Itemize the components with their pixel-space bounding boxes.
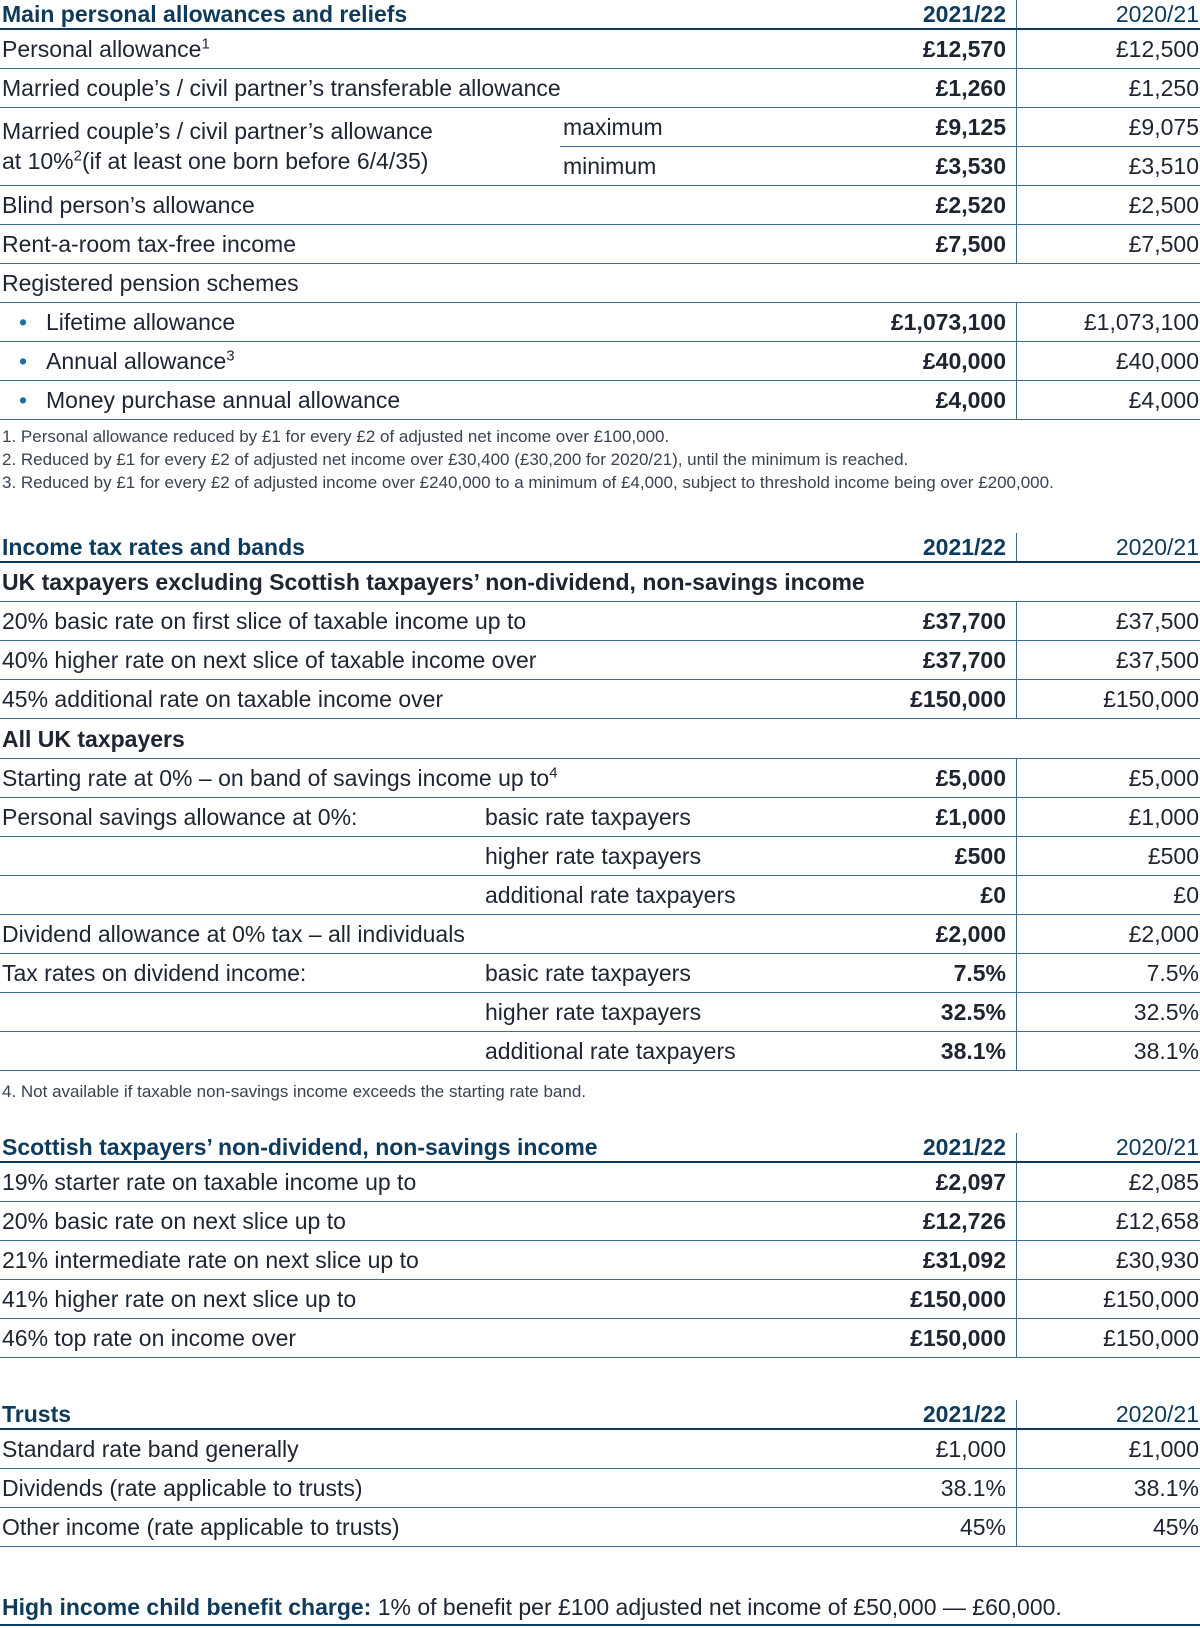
scottish-row [0, 1319, 1200, 1358]
row-label: Standard rate band generally [2, 1436, 299, 1462]
uk-excluding-scottish-heading: UK taxpayers excluding Scottish taxpayers’ non-dividend, non-savings income [2, 569, 865, 595]
year-current-heading: 2021/22 [922, 534, 1006, 560]
trusts-title: Trusts [2, 1401, 72, 1427]
table-row-psa-basic [0, 798, 1200, 837]
value-2020: 38.1% [1133, 1475, 1199, 1501]
value-2020: £0 [1173, 882, 1199, 908]
all-uk-taxpayers-heading: All UK taxpayers [2, 726, 185, 752]
value-2020: £37,500 [1115, 647, 1199, 673]
footnote-2: 2. Reduced by £1 for every £2 of adjusted net income over £30,400 (£30,200 for 2020/21), until the minimum is reached. [2, 450, 909, 469]
year-current-heading: 2021/22 [922, 1401, 1006, 1427]
sub-label: higher rate taxpayers [485, 999, 702, 1025]
scottish-row [0, 1280, 1200, 1319]
value-2021: £4,000 [935, 387, 1006, 413]
table-row-married-minimum [0, 147, 1200, 186]
row-label: Blind person’s allowance [2, 192, 255, 218]
row-label: Registered pension schemes [2, 270, 299, 296]
year-current-heading: 2021/22 [922, 1, 1006, 27]
scottish-row [0, 1202, 1200, 1241]
value-2020: £1,073,100 [1083, 309, 1199, 335]
income-tax-header [0, 533, 1200, 563]
value-2021: £1,000 [935, 1436, 1006, 1462]
row-label: Rent-a-room tax-free income [2, 231, 296, 257]
value-2020: £2,085 [1128, 1169, 1199, 1195]
value-2020: £5,000 [1128, 765, 1199, 791]
sub-label: minimum [563, 153, 657, 179]
row-label: Other income (rate applicable to trusts) [2, 1514, 400, 1540]
value-2021: £7,500 [935, 231, 1006, 257]
value-2021: £12,570 [922, 36, 1006, 62]
value-2021: £3,530 [935, 153, 1006, 179]
value-2021: £150,000 [910, 1286, 1006, 1312]
value-2021: £31,092 [922, 1247, 1006, 1273]
table-row-psa-additional [0, 876, 1200, 915]
value-2021: £2,097 [935, 1169, 1006, 1195]
table-row-lifetime-allowance [0, 303, 1200, 342]
value-2020: £150,000 [1103, 686, 1199, 712]
child-benefit-text: 1% of benefit per £100 adjusted net income of £50,000 — £60,000. [371, 1594, 1062, 1620]
year-previous-heading: 2020/21 [1115, 534, 1199, 560]
value-2021: 45% [959, 1514, 1006, 1540]
table-row-married-transferable [0, 69, 1200, 108]
value-2021: £0 [980, 882, 1006, 908]
table-row-dividend-additional [0, 1032, 1200, 1071]
table-row-annual-allowance [0, 342, 1200, 381]
value-2020: £9,075 [1128, 114, 1199, 140]
value-2021: £500 [954, 843, 1006, 869]
value-2020: £40,000 [1115, 348, 1199, 374]
row-label: 41% higher rate on next slice up to [2, 1286, 357, 1312]
value-2020: £37,500 [1115, 608, 1199, 634]
value-2020: £1,000 [1128, 804, 1199, 830]
table-row-dividend-allowance [0, 915, 1200, 954]
value-2020: 38.1% [1133, 1038, 1199, 1064]
footnote-ref: 3 [226, 347, 235, 365]
value-2021: £2,520 [935, 192, 1006, 218]
table-row-starting-rate [0, 759, 1200, 798]
married-allowance-label: Married couple’s / civil partner’s allowance at 10%$^2$(if at least one born before 6/4/35) [2, 118, 433, 174]
value-2020: £3,510 [1128, 153, 1199, 179]
value-2021: £12,726 [922, 1208, 1006, 1234]
table-row-blind-person [0, 186, 1200, 225]
value-2021: £150,000 [910, 1325, 1006, 1351]
scottish-row [0, 1163, 1200, 1202]
row-label: 46% top rate on income over [2, 1325, 297, 1351]
table-row-rent-a-room [0, 225, 1200, 264]
value-2020: £2,000 [1128, 921, 1199, 947]
income-tax-title: Income tax rates and bands [2, 534, 305, 560]
value-2020: £12,500 [1115, 36, 1199, 62]
row-label: Lifetime allowance [46, 309, 236, 335]
scottish-row [0, 1241, 1200, 1280]
row-label: Dividends (rate applicable to trusts) [2, 1475, 363, 1501]
value-2021: £1,260 [935, 75, 1006, 101]
row-label: 20% basic rate on first slice of taxable income up to [2, 608, 527, 634]
sub-label: additional rate taxpayers [485, 882, 736, 908]
value-2020: £150,000 [1103, 1325, 1199, 1351]
year-previous-heading: 2020/21 [1115, 1, 1199, 27]
value-2021: £2,000 [935, 921, 1006, 947]
row-label: Personal savings allowance at 0%: [2, 804, 358, 830]
value-2020: £12,658 [1115, 1208, 1199, 1234]
value-2021: £9,125 [935, 114, 1006, 140]
row-label: 40% higher rate on next slice of taxable income over [2, 647, 537, 673]
sub-label: additional rate taxpayers [485, 1038, 736, 1064]
value-2020: £1,000 [1128, 1436, 1199, 1462]
value-2021: 38.1% [940, 1475, 1006, 1501]
table-row-married-maximum [0, 108, 1200, 147]
row-label: 21% intermediate rate on next slice up to [2, 1247, 419, 1273]
row-label: Money purchase annual allowance [46, 387, 401, 413]
value-2021: £37,700 [922, 647, 1006, 673]
trusts-row [0, 1469, 1200, 1508]
trusts-row [0, 1430, 1200, 1469]
row-label: Married couple’s / civil partner’s transferable allowance [2, 75, 561, 101]
year-previous-heading: 2020/21 [1115, 1134, 1199, 1160]
value-2020: 45% [1152, 1514, 1199, 1540]
value-2020: £1,250 [1128, 75, 1199, 101]
trusts-header [0, 1400, 1200, 1430]
row-label: Personal allowance [2, 36, 202, 62]
allowances-header [0, 0, 1200, 30]
value-2020: 7.5% [1146, 960, 1199, 986]
table-row-additional-rate [0, 680, 1200, 719]
footnote-4: 4. Not available if taxable non-savings income exceeds the starting rate band. [2, 1082, 587, 1101]
value-2020: 32.5% [1133, 999, 1199, 1025]
row-label: 19% starter rate on taxable income up to [2, 1169, 417, 1195]
row-label: 45% additional rate on taxable income over [2, 686, 444, 712]
allowances-title: Main personal allowances and reliefs [2, 1, 408, 27]
row-label: Annual allowance [46, 348, 227, 374]
scottish-title: Scottish taxpayers’ non-dividend, non-savings income [2, 1134, 598, 1160]
footnote-ref: 2 [73, 147, 82, 165]
table-row-money-purchase [0, 381, 1200, 420]
value-2020: £2,500 [1128, 192, 1199, 218]
table-row-dividend-higher [0, 993, 1200, 1032]
value-2021: 7.5% [953, 960, 1006, 986]
allowances-footnotes [2, 425, 1192, 494]
value-2020: £150,000 [1103, 1286, 1199, 1312]
sub-label: basic rate taxpayers [485, 960, 691, 986]
table-row-basic-rate [0, 602, 1200, 641]
value-2021: £37,700 [922, 608, 1006, 634]
sub-label: basic rate taxpayers [485, 804, 691, 830]
child-benefit-label: High income child benefit charge: [2, 1594, 372, 1620]
footnote-1: 1. Personal allowance reduced by £1 for every £2 of adjusted net income over £100,000. [2, 427, 670, 446]
footnote-ref: 4 [549, 764, 558, 782]
value-2021: £150,000 [910, 686, 1006, 712]
value-2020: £500 [1147, 843, 1199, 869]
bullet-icon: • [18, 309, 28, 335]
footnote-3: 3. Reduced by £1 for every £2 of adjusted income over £240,000 to a minimum of £4,000, subject to threshold income being over £200,000. [2, 473, 1054, 492]
value-2021: 32.5% [940, 999, 1006, 1025]
footnote-ref: 1 [201, 35, 210, 53]
table-row-dividend-basic [0, 954, 1200, 993]
scottish-header [0, 1133, 1200, 1163]
bullet-icon: • [18, 348, 28, 374]
value-2020: £30,930 [1115, 1247, 1199, 1273]
year-previous-heading: 2020/21 [1115, 1401, 1199, 1427]
value-2021: £1,073,100 [890, 309, 1006, 335]
sub-label: maximum [563, 114, 663, 140]
sub-label: higher rate taxpayers [485, 843, 702, 869]
value-2021: £40,000 [922, 348, 1006, 374]
value-2021: £1,000 [935, 804, 1006, 830]
table-row-psa-higher [0, 837, 1200, 876]
trusts-row [0, 1508, 1200, 1547]
value-2020: £7,500 [1128, 231, 1199, 257]
child-benefit-charge [2, 1590, 1062, 1624]
row-label: Dividend allowance at 0% tax – all individuals [2, 921, 465, 947]
row-label: Starting rate at 0% – on band of savings income up to [2, 765, 550, 791]
row-label: 20% basic rate on next slice up to [2, 1208, 346, 1234]
table-row-higher-rate [0, 641, 1200, 680]
value-2020: £4,000 [1128, 387, 1199, 413]
value-2021: 38.1% [940, 1038, 1006, 1064]
bullet-icon: • [18, 387, 28, 413]
table-row-pension-schemes [0, 264, 1200, 303]
value-2021: £5,000 [935, 765, 1006, 791]
table-row-personal-allowance [0, 30, 1200, 69]
row-label: Tax rates on dividend income: [2, 960, 307, 986]
year-current-heading: 2021/22 [922, 1134, 1006, 1160]
